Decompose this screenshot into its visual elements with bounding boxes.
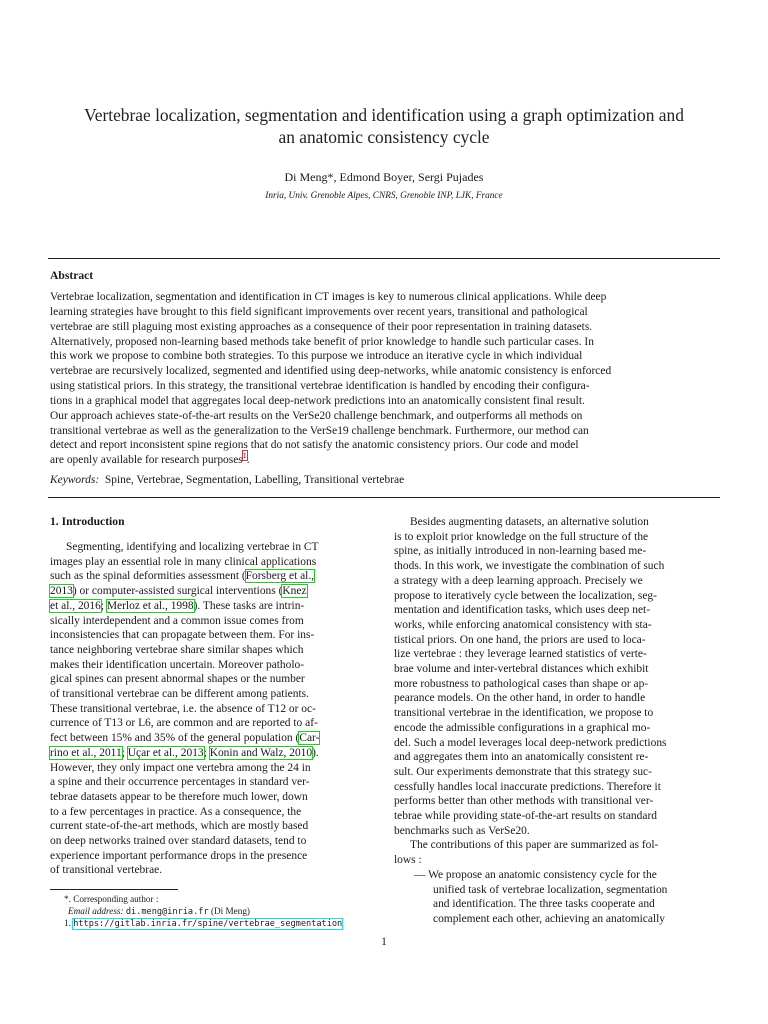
citation-link[interactable]: et al., 2016 (50, 599, 101, 612)
text-line (50, 599, 374, 614)
text-line: sult. Our experiments demonstrate that this strategy suc- (394, 765, 652, 778)
footnote-corresponding (64, 893, 158, 905)
text-line: lize vertebrae : they leverage learned statistics of verte- (394, 648, 647, 661)
text-line: del. Such a model leverages local deep-network predictions (394, 736, 667, 749)
text-line: currence of T13 or L6, are common and are reported to af- (50, 717, 318, 730)
email-address[interactable]: di.meng@inria.fr (125, 907, 209, 917)
email-suffix: (Di Meng) (210, 906, 250, 916)
text-line: sically interdependent and a common issue comes from (50, 614, 304, 627)
abstract-line: vertebrae are still plaguing most existing approaches as a consequence of their poor representation in training datasets. (50, 320, 593, 333)
keywords-text: Spine, Vertebrae, Segmentation, Labelling, Transitional vertebrae (104, 474, 405, 486)
abstract-line: Our approach achieves state-of-the-art results on the VerSe20 challenge benchmark, and outperforms all methods on (50, 409, 583, 422)
text-span: fect between 15% and 35% of the general population ( (50, 732, 300, 745)
abstract-line: Vertebrae localization, segmentation and identification in CT images is key to numerous clinical applications. While deep (50, 291, 607, 303)
text-line: performs better than other methods with transitional ver- (394, 795, 654, 808)
text-line: The contributions of this paper are summarized as fol- (410, 839, 659, 852)
text-span: ) or computer-assisted surgical interventions ( (72, 585, 283, 598)
top-rule (48, 258, 720, 259)
text-line: brae volume and inter-vertebral distances which exhibit (394, 663, 649, 676)
abstract-last-text: are openly available for research purposes (50, 454, 243, 467)
text-line: lows : (394, 854, 422, 867)
text-line: of transitional vertebrae can be different among patients. (50, 688, 309, 701)
text-line: of transitional vertebrae. (50, 864, 163, 877)
text-span: ; (121, 746, 128, 759)
text-line: encode the admissible configurations in a graphical mo- (394, 721, 651, 734)
text-line: experience important performance drops in the presence (50, 849, 308, 862)
text-line: pearance models. On the other hand, in order to handle (394, 692, 646, 705)
page-number: 1 (381, 936, 387, 948)
citation-link[interactable]: Konin and Walz, 2010 (209, 746, 313, 759)
text-line: current state-of-the-art methods, which are mostly based (50, 820, 309, 833)
text-line: on deep networks trained over standard datasets, tend to (50, 835, 307, 848)
text-line: gical spines can present abnormal shapes or the number (50, 673, 305, 686)
abstract-bottom-rule (48, 497, 720, 498)
text-line: spine, as initially introduced in non-learning based me- (394, 545, 647, 558)
footnote-mark: *. (64, 894, 71, 904)
title-line-1: Vertebrae localization, segmentation and identification using a graph optimization and (84, 105, 684, 125)
section-heading-introduction: 1. Introduction (50, 515, 125, 528)
citation-link[interactable]: Forsberg et al., (245, 570, 315, 583)
abstract-line: vertebrae are recursively localized, segmented and identified using deep-networks, while anatomic consistency is enforced (50, 365, 612, 378)
text-line: tebrae while providing state-of-the-art results on standard (394, 810, 657, 823)
footnote-text: Corresponding author : (73, 894, 159, 904)
citation-link[interactable]: Merloz et al., 1998 (106, 599, 194, 612)
bullet-line: — We propose an anatomic consistency cycle for the (414, 868, 657, 881)
bullet-line: and identification. The three tasks cooperate and (433, 898, 655, 911)
text-line: inconsistencies that can propagate between them. For ins- (50, 629, 315, 642)
text-line: images play an essential role in many clinical applications (50, 555, 317, 568)
text-line: mentation and identification tasks, which uses deep net- (394, 604, 651, 617)
text-line (50, 746, 374, 761)
text-span: ; (100, 599, 107, 612)
bullet-line: unified task of vertebrae localization, segmentation (433, 883, 668, 896)
text-line (50, 569, 374, 584)
text-line: tance neighboring vertebrae share similar shapes which (50, 643, 304, 656)
text-span: ). (312, 746, 319, 759)
abstract-line: learning strategies have brought to this field significant improvements over recent years, transitional and pathological (50, 305, 588, 318)
right-column (394, 515, 719, 927)
abstract-line: transitional vertebrae as well as the generalization to the VerSe19 challenge benchmark. Furthermore, our method can (50, 424, 589, 437)
text-line: makes their identification uncertain. Moreover patholo- (50, 658, 305, 671)
title-line-2: an anatomic consistency cycle (278, 127, 490, 147)
abstract-line: using statistical priors. In this strategy, the transitional vertebrae identification is handled by encoding their configura- (50, 380, 590, 393)
footnote-rule (50, 889, 178, 890)
footnote-1 (64, 917, 342, 930)
text-line: more robustness to pathological cases than shape or ap- (394, 677, 649, 690)
citation-link[interactable]: 2013 (50, 585, 73, 598)
text-line (50, 584, 374, 599)
abstract-heading: Abstract (50, 269, 94, 282)
affiliation: Inria, Univ. Grenoble Alpes, CNRS, Grenoble INP, LJK, France (265, 191, 503, 201)
paper-title (40, 104, 728, 148)
text-span: ; (203, 746, 210, 759)
text-line: Besides augmenting datasets, an alternative solution (410, 516, 649, 528)
text-line (50, 731, 374, 746)
abstract-line: tions in a graphical model that aggregates local deep-network predictions into an anatomically consistent final result. (50, 394, 585, 407)
citation-link[interactable]: Car- (299, 732, 320, 745)
abstract-line: detect and report inconsistent spine regions that do not satisfy the anatomic consistency priors. Our code and model (50, 439, 579, 452)
keywords-line (50, 474, 404, 486)
abstract-line-last (50, 453, 720, 468)
left-column (50, 540, 374, 878)
abstract-line: Alternatively, proposed non-learning based methods take benefit of prior knowledge to handle such particular cases. In (50, 335, 594, 348)
keywords-label: Keywords: (50, 474, 100, 486)
bullet-line: complement each other, achieving an anatomically (433, 912, 666, 925)
citation-link[interactable]: Knez (282, 585, 307, 598)
email-label: Email address: (68, 906, 124, 916)
text-span: such as the spinal deformities assessment ( (50, 570, 246, 583)
text-line: cessfully handles local inaccurate predictions. Therefore it (394, 780, 661, 793)
author-list: Di Meng*, Edmond Boyer, Sergi Pujades (284, 170, 484, 184)
text-line: transitional vertebrae in the identification, we propose to (394, 707, 654, 720)
text-line: is to exploit prior knowledge on the full structure of the (394, 530, 649, 543)
text-line: a strategy with a deep learning approach. Precisely we (394, 574, 643, 587)
text-line: These transitional vertebrae, i.e. the absence of T12 or oc- (50, 702, 316, 715)
citation-link[interactable]: rino et al., 2011 (50, 746, 122, 759)
text-line: works, while enforcing anatomical consistency with sta- (394, 618, 652, 631)
text-line: propose to iteratively cycle between the localization, seg- (394, 589, 657, 602)
text-line: a spine and their occurrence percentages in standard ver- (50, 776, 310, 789)
repository-url-link[interactable]: https://gitlab.inria.fr/spine/vertebrae_segmentation (73, 919, 343, 929)
footnote-number: 1. (64, 918, 71, 928)
citation-link[interactable]: Uçar et al., 2013 (127, 746, 204, 759)
text-line: and aggregates them into an anatomically consistent re- (394, 751, 649, 764)
text-line: to a few percentages in practice. As a consequence, the (50, 805, 302, 818)
footnote-link-1[interactable]: 1 (242, 451, 247, 461)
text-line: Segmenting, identifying and localizing vertebrae in CT (66, 541, 319, 553)
text-line: tebrae datasets appear to be therefore much lower, down (50, 790, 308, 803)
abstract-body (50, 290, 720, 468)
text-line: However, they only impact one vertebra among the 24 in (50, 761, 311, 774)
text-line: thods. In this work, we investigate the combination of such (394, 560, 665, 573)
text-line: tistical priors. On one hand, the priors are used to loca- (394, 633, 646, 646)
abstract-period: . (246, 454, 250, 467)
text-line: benchmarks such as VerSe20. (394, 824, 530, 837)
abstract-line: this work we propose to combine both strategies. To this purpose we introduce an iterative cycle in which individual (50, 350, 583, 363)
text-span: ). These tasks are intrin- (193, 599, 305, 612)
